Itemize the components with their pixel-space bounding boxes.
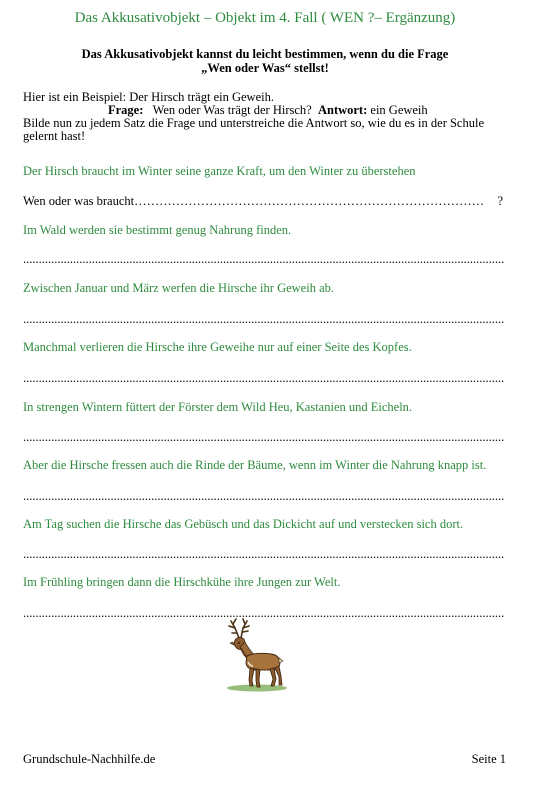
exercise-sentence-4: Manchmal verlieren die Hirsche ihre Geweihe nur auf einer Seite des Kopfes. — [23, 340, 412, 354]
answer-question-mark-1: ? — [497, 194, 503, 208]
exercise-sentence-7: Am Tag suchen die Hirsche das Gebüsch und das Dickicht auf und verstecken sich dort. — [23, 517, 464, 531]
answer-blank-2[interactable] — [23, 253, 505, 265]
intro-instruction — [0, 47, 530, 75]
antwort-label: Antwort: — [317, 103, 368, 117]
footer-page-number: Seite 1 — [471, 752, 506, 766]
instruction-line-1: Bilde nun zu jedem Satz die Frage und unterstreiche die Antwort so, wie du es in der Schule — [23, 116, 484, 130]
example-line: Hier ist ein Beispiel: Der Hirsch trägt ein Geweih. — [23, 90, 274, 104]
exercise-sentence-8: Im Frühling bringen dann die Hirschkühe ihre Jungen zur Welt. — [23, 575, 341, 589]
instruction-line-2: gelernt hast! — [23, 129, 86, 143]
answer-blank-7[interactable] — [23, 548, 505, 560]
answer-blank-1[interactable] — [134, 194, 483, 209]
exercise-sentence-3: Zwischen Januar und März werfen die Hirsche ihr Geweih ab. — [23, 281, 334, 295]
answer-blank-6[interactable] — [23, 490, 505, 502]
page-title: Das Akkusativobjekt – Objekt im 4. Fall ( WEN ?– Ergänzung) — [74, 10, 456, 26]
example-block — [23, 91, 523, 143]
answer-prompt-1: Wen oder was braucht — [23, 194, 135, 208]
answer-blank-5[interactable] — [23, 431, 505, 443]
exercise-answer-1[interactable] — [23, 194, 503, 209]
exercise-sentence-2: Im Wald werden sie bestimmt genug Nahrung finden. — [23, 223, 292, 237]
answer-blank-4[interactable] — [23, 372, 505, 384]
intro-line-1: Das Akkusativobjekt kannst du leicht bestimmen, wenn du die Frage — [81, 47, 449, 61]
intro-line-2: „Wen oder Was“ stellst! — [201, 61, 329, 75]
frage-text: Wen oder Was trägt der Hirsch? — [152, 103, 312, 117]
exercise-sentence-6: Aber die Hirsche fressen auch die Rinde der Bäume, wenn im Winter die Nahrung knapp ist. — [23, 458, 487, 472]
deer-illustration — [219, 618, 295, 694]
antwort-text: ein Geweih — [370, 103, 428, 117]
exercise-sentence-1: Der Hirsch braucht im Winter seine ganze Kraft, um den Winter zu überstehen — [23, 164, 416, 178]
answer-blank-3[interactable] — [23, 313, 505, 325]
footer-website: Grundschule-Nachhilfe.de — [23, 752, 156, 766]
exercise-sentence-5: In strengen Wintern füttert der Förster dem Wild Heu, Kastanien und Eicheln. — [23, 400, 413, 414]
frage-label: Frage: — [108, 103, 144, 117]
